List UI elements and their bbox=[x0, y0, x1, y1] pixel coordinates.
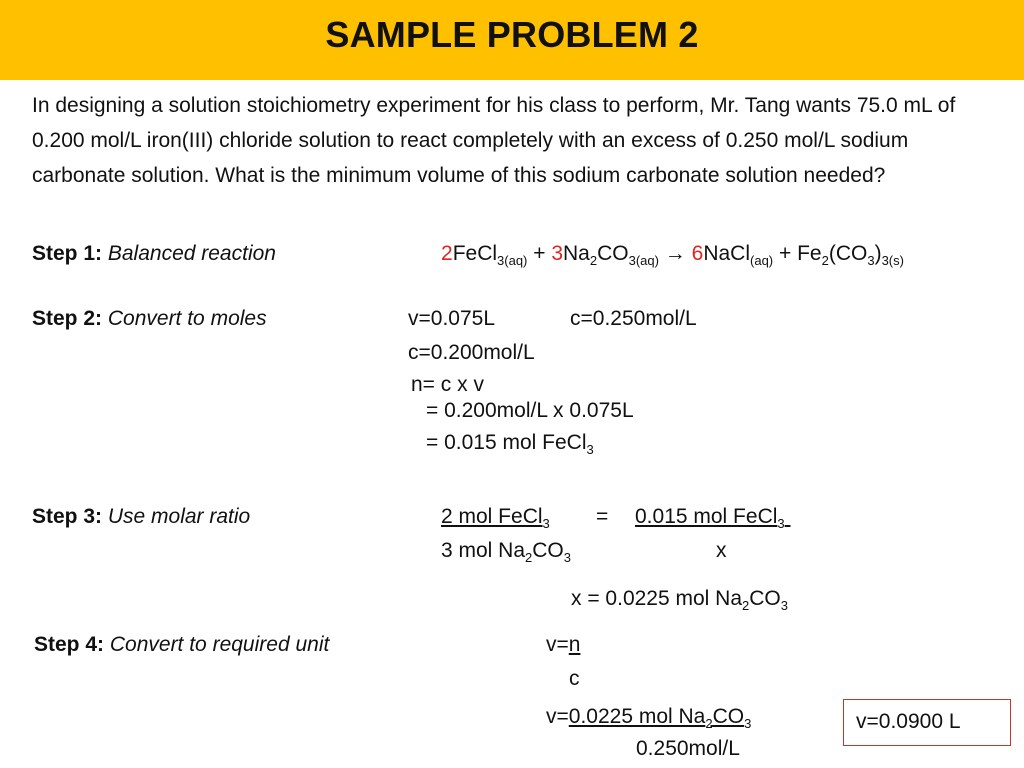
sub: 3 bbox=[867, 253, 875, 268]
text: n bbox=[568, 633, 581, 656]
step2-conc-na2co3: c=0.250mol/L bbox=[570, 307, 697, 330]
text: CO bbox=[712, 705, 745, 728]
sub: 3 bbox=[780, 598, 788, 613]
coef-nacl: 6 bbox=[691, 242, 704, 265]
sub: 3 bbox=[586, 442, 594, 457]
sub: 2 bbox=[705, 716, 713, 731]
sub: 3(aq) bbox=[497, 253, 528, 268]
sub: 3 bbox=[542, 516, 550, 531]
product-part: ) bbox=[874, 242, 882, 265]
sub: 2 bbox=[525, 550, 533, 565]
text: v= bbox=[546, 633, 569, 656]
step1-description: Balanced reaction bbox=[107, 242, 276, 265]
sub: 3(aq) bbox=[628, 253, 659, 268]
step2-conc-fecl3: c=0.200mol/L bbox=[408, 341, 535, 364]
text: 0.0225 mol Na bbox=[568, 705, 706, 728]
reactant-na2co3-b: CO bbox=[597, 242, 629, 265]
sub: 2 bbox=[821, 253, 829, 268]
ratio-left-denominator bbox=[441, 538, 571, 564]
text: 0.015 mol FeCl bbox=[635, 505, 778, 528]
ratio-result bbox=[571, 586, 788, 612]
sub: 2 bbox=[589, 253, 598, 268]
step4-denominator-c: c bbox=[569, 667, 580, 690]
sub: 3 bbox=[563, 550, 571, 565]
step2-calc2 bbox=[426, 430, 594, 456]
step3-label bbox=[32, 504, 250, 530]
ratio-equals: = bbox=[596, 505, 609, 528]
step4-label bbox=[34, 632, 329, 658]
step4-number: Step 4: bbox=[34, 633, 105, 656]
product-nacl: NaCl bbox=[703, 242, 751, 265]
answer-box bbox=[843, 699, 1011, 746]
problem-statement: In designing a solution stoichiometry experiment for his class to perform, Mr. Tang wants 75.0 mL of 0.200 mol/L iron(III) chloride solution to react completely with an excess of 0.250 mol/L sodium carbonate solution. What is the minimum volume of this sodium carbonate solution needed? bbox=[32, 94, 956, 187]
text: v= bbox=[546, 705, 569, 728]
arrow-icon: → bbox=[658, 242, 692, 265]
step2-formula: n= c x v bbox=[411, 373, 484, 396]
text: CO bbox=[749, 587, 781, 610]
step1-equation bbox=[441, 241, 904, 267]
sub: 2 bbox=[742, 598, 750, 613]
step2-description: Convert to moles bbox=[107, 307, 267, 330]
plus: + bbox=[773, 242, 798, 265]
step4-substitution bbox=[546, 704, 751, 730]
ratio-left-numerator bbox=[441, 504, 550, 530]
step4-formula bbox=[546, 632, 580, 658]
ratio-right-numerator bbox=[635, 504, 790, 530]
title-banner bbox=[0, 0, 1024, 80]
sub: 3 bbox=[744, 716, 752, 731]
sub: 3(s) bbox=[881, 253, 904, 268]
step2-number: Step 2: bbox=[32, 307, 103, 330]
page-title: SAMPLE PROBLEM 2 bbox=[325, 14, 699, 55]
product-part: (CO bbox=[828, 242, 868, 265]
step2-label bbox=[32, 306, 267, 332]
answer-value: v=0.0900 L bbox=[856, 710, 961, 733]
text: CO bbox=[532, 539, 564, 562]
plus: + bbox=[527, 242, 552, 265]
coef-na2co3: 3 bbox=[551, 242, 564, 265]
product-fe2co33: Fe bbox=[797, 242, 822, 265]
step2-calc1: = 0.200mol/L x 0.075L bbox=[426, 399, 634, 422]
step1-label bbox=[32, 241, 276, 267]
step3-number: Step 3: bbox=[32, 505, 103, 528]
text: 2 mol FeCl bbox=[441, 505, 543, 528]
step3-description: Use molar ratio bbox=[107, 505, 251, 528]
sub: 3 bbox=[777, 516, 785, 531]
step4-numerator bbox=[568, 705, 752, 731]
text: x = 0.0225 mol Na bbox=[571, 587, 743, 610]
step4-description: Convert to required unit bbox=[109, 633, 330, 656]
step1-number: Step 1: bbox=[32, 242, 103, 265]
sub: (aq) bbox=[750, 253, 774, 268]
step2-volume: v=0.075L bbox=[408, 307, 495, 330]
coef-fecl3: 2 bbox=[441, 242, 453, 265]
text: 3 mol Na bbox=[441, 539, 526, 562]
reactant-na2co3: Na bbox=[563, 242, 590, 265]
ratio-right-denominator: x bbox=[716, 539, 727, 562]
reactant-fecl3: FeCl bbox=[452, 242, 498, 265]
step4-denominator: 0.250mol/L bbox=[636, 737, 740, 760]
calc2-text: = 0.015 mol FeCl bbox=[426, 431, 587, 454]
